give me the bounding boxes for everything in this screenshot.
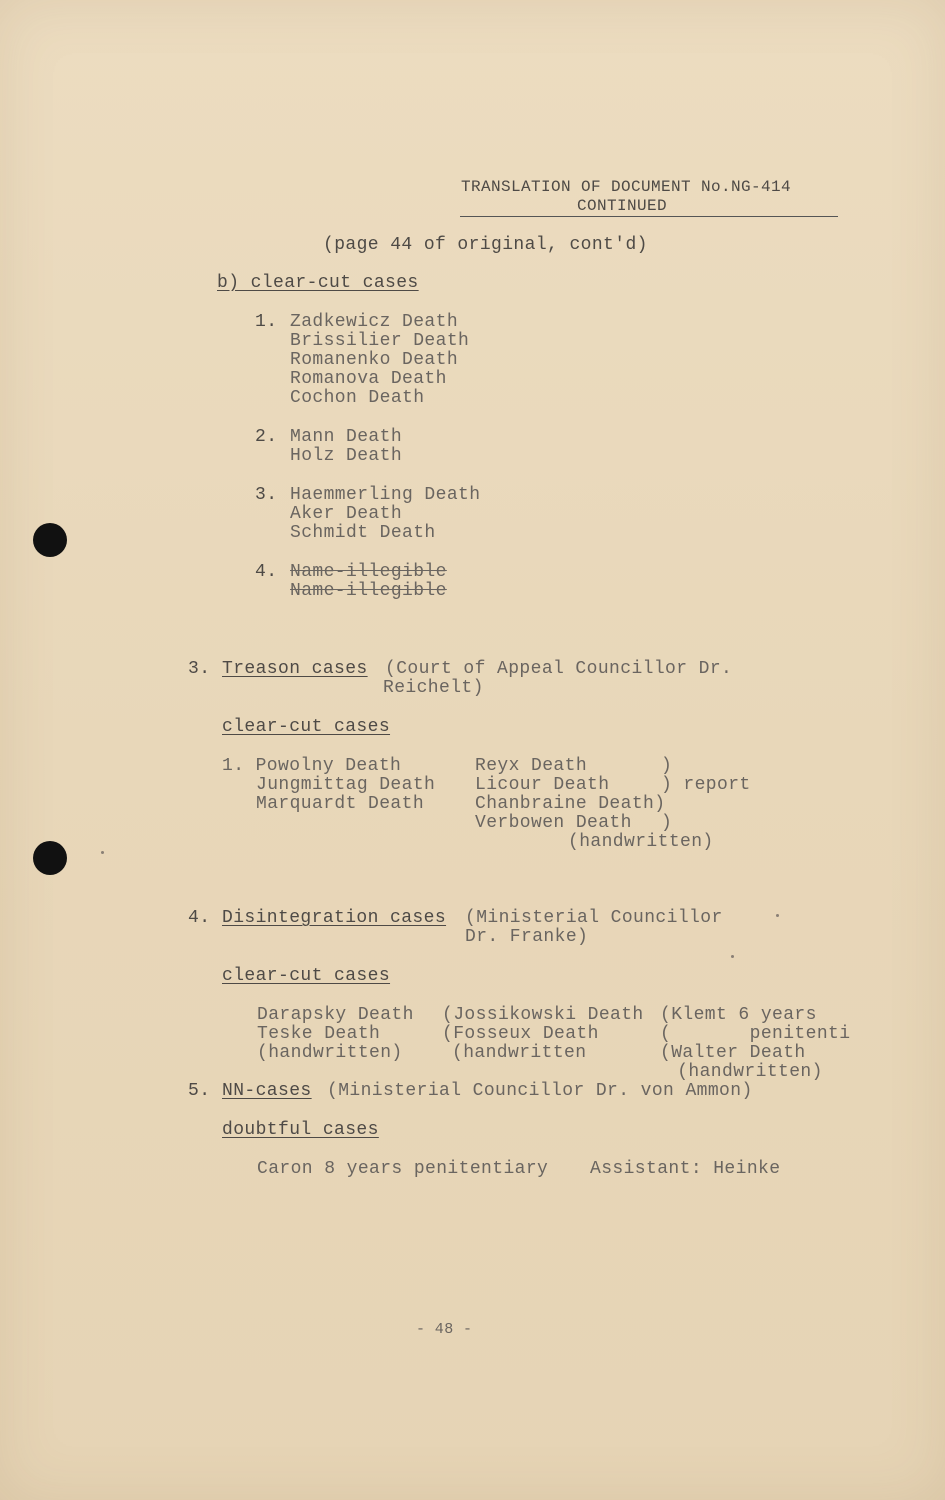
group2-item: Mann Death	[290, 427, 403, 447]
punch-hole-bottom	[33, 841, 67, 875]
section4-col1-item: (handwritten)	[257, 1043, 403, 1063]
section3-col1-item: 1. Powolny Death	[222, 756, 402, 776]
section4-subheading: clear-cut cases	[222, 966, 391, 986]
section4-col1-item: Teske Death	[257, 1024, 381, 1044]
section4-col3-item: (Walter Death	[660, 1043, 806, 1063]
group3-item: Aker Death	[290, 504, 403, 524]
section5-number: 5.	[188, 1081, 211, 1101]
section5-note: (Ministerial Councillor Dr. von Ammon)	[327, 1081, 753, 1101]
header-continued: CONTINUED	[577, 197, 668, 215]
header-rule	[460, 216, 838, 217]
group1-number: 1.	[255, 312, 278, 332]
section3-note-line2: Reichelt)	[383, 678, 484, 698]
group1-item: Cochon Death	[290, 388, 425, 408]
section4-col2-item: (Fosseux Death	[442, 1024, 599, 1044]
group4-number: 4.	[255, 562, 278, 582]
section3-col1-item: Jungmittag Death	[256, 775, 436, 795]
section3-col2-item: Verbowen Death	[475, 813, 632, 833]
section4-col2-item: (handwritten	[452, 1043, 587, 1063]
section4-col1-item: Darapsky Death	[257, 1005, 414, 1025]
paper-speck	[776, 914, 779, 917]
group4-item: Name-illegible	[290, 562, 447, 582]
header-title: TRANSLATION OF DOCUMENT No.NG-414	[461, 178, 792, 196]
group3-item: Haemmerling Death	[290, 485, 481, 505]
section5-title: NN-cases	[222, 1081, 312, 1101]
section3-col2-item: Licour Death	[475, 775, 610, 795]
section3-number: 3.	[188, 659, 211, 679]
section4-note-line1: (Ministerial Councillor	[465, 908, 723, 928]
group1-item: Zadkewicz Death	[290, 312, 459, 332]
section4-col3-item: ( penitenti	[660, 1024, 851, 1044]
section3-handwritten-note: (handwritten)	[568, 832, 714, 852]
section3-bracket: )	[661, 813, 673, 833]
page-reference: (page 44 of original, cont'd)	[323, 235, 648, 255]
paper-speck	[731, 955, 734, 958]
section3-col1-item: Marquardt Death	[256, 794, 425, 814]
group2-item: Holz Death	[290, 446, 403, 466]
group1-item: Romanova Death	[290, 369, 447, 389]
punch-hole-top	[33, 523, 67, 557]
page-number: - 48 -	[416, 1321, 473, 1338]
section4-number: 4.	[188, 908, 211, 928]
paper-speck	[101, 851, 104, 854]
section5-assistant: Assistant: Heinke	[590, 1159, 781, 1179]
section5-entry: Caron 8 years penitentiary	[257, 1159, 549, 1179]
section4-col3-item: (Klemt 6 years	[660, 1005, 817, 1025]
section5-subheading: doubtful cases	[222, 1120, 379, 1140]
section3-subheading: clear-cut cases	[222, 717, 391, 737]
group3-number: 3.	[255, 485, 278, 505]
section4-col3-item: (handwritten)	[666, 1062, 823, 1082]
section3-col2-item: Chanbraine Death)	[475, 794, 666, 814]
section-b-label: b) clear-cut cases	[217, 273, 419, 293]
group3-item: Schmidt Death	[290, 523, 436, 543]
group1-item: Romanenko Death	[290, 350, 459, 370]
section4-note-line2: Dr. Franke)	[465, 927, 589, 947]
group1-item: Brissilier Death	[290, 331, 470, 351]
group4-item: Name-illegible	[290, 581, 447, 601]
group2-number: 2.	[255, 427, 278, 447]
section3-title: Treason cases	[222, 659, 368, 679]
section3-col2-item: Reyx Death	[475, 756, 588, 776]
section4-title: Disintegration cases	[222, 908, 447, 928]
section3-note-line1: (Court of Appeal Councillor Dr.	[385, 659, 733, 679]
section4-col2-item: (Jossikowski Death	[442, 1005, 644, 1025]
section3-bracket: )	[661, 756, 673, 776]
section3-bracket-report: ) report	[661, 775, 751, 795]
